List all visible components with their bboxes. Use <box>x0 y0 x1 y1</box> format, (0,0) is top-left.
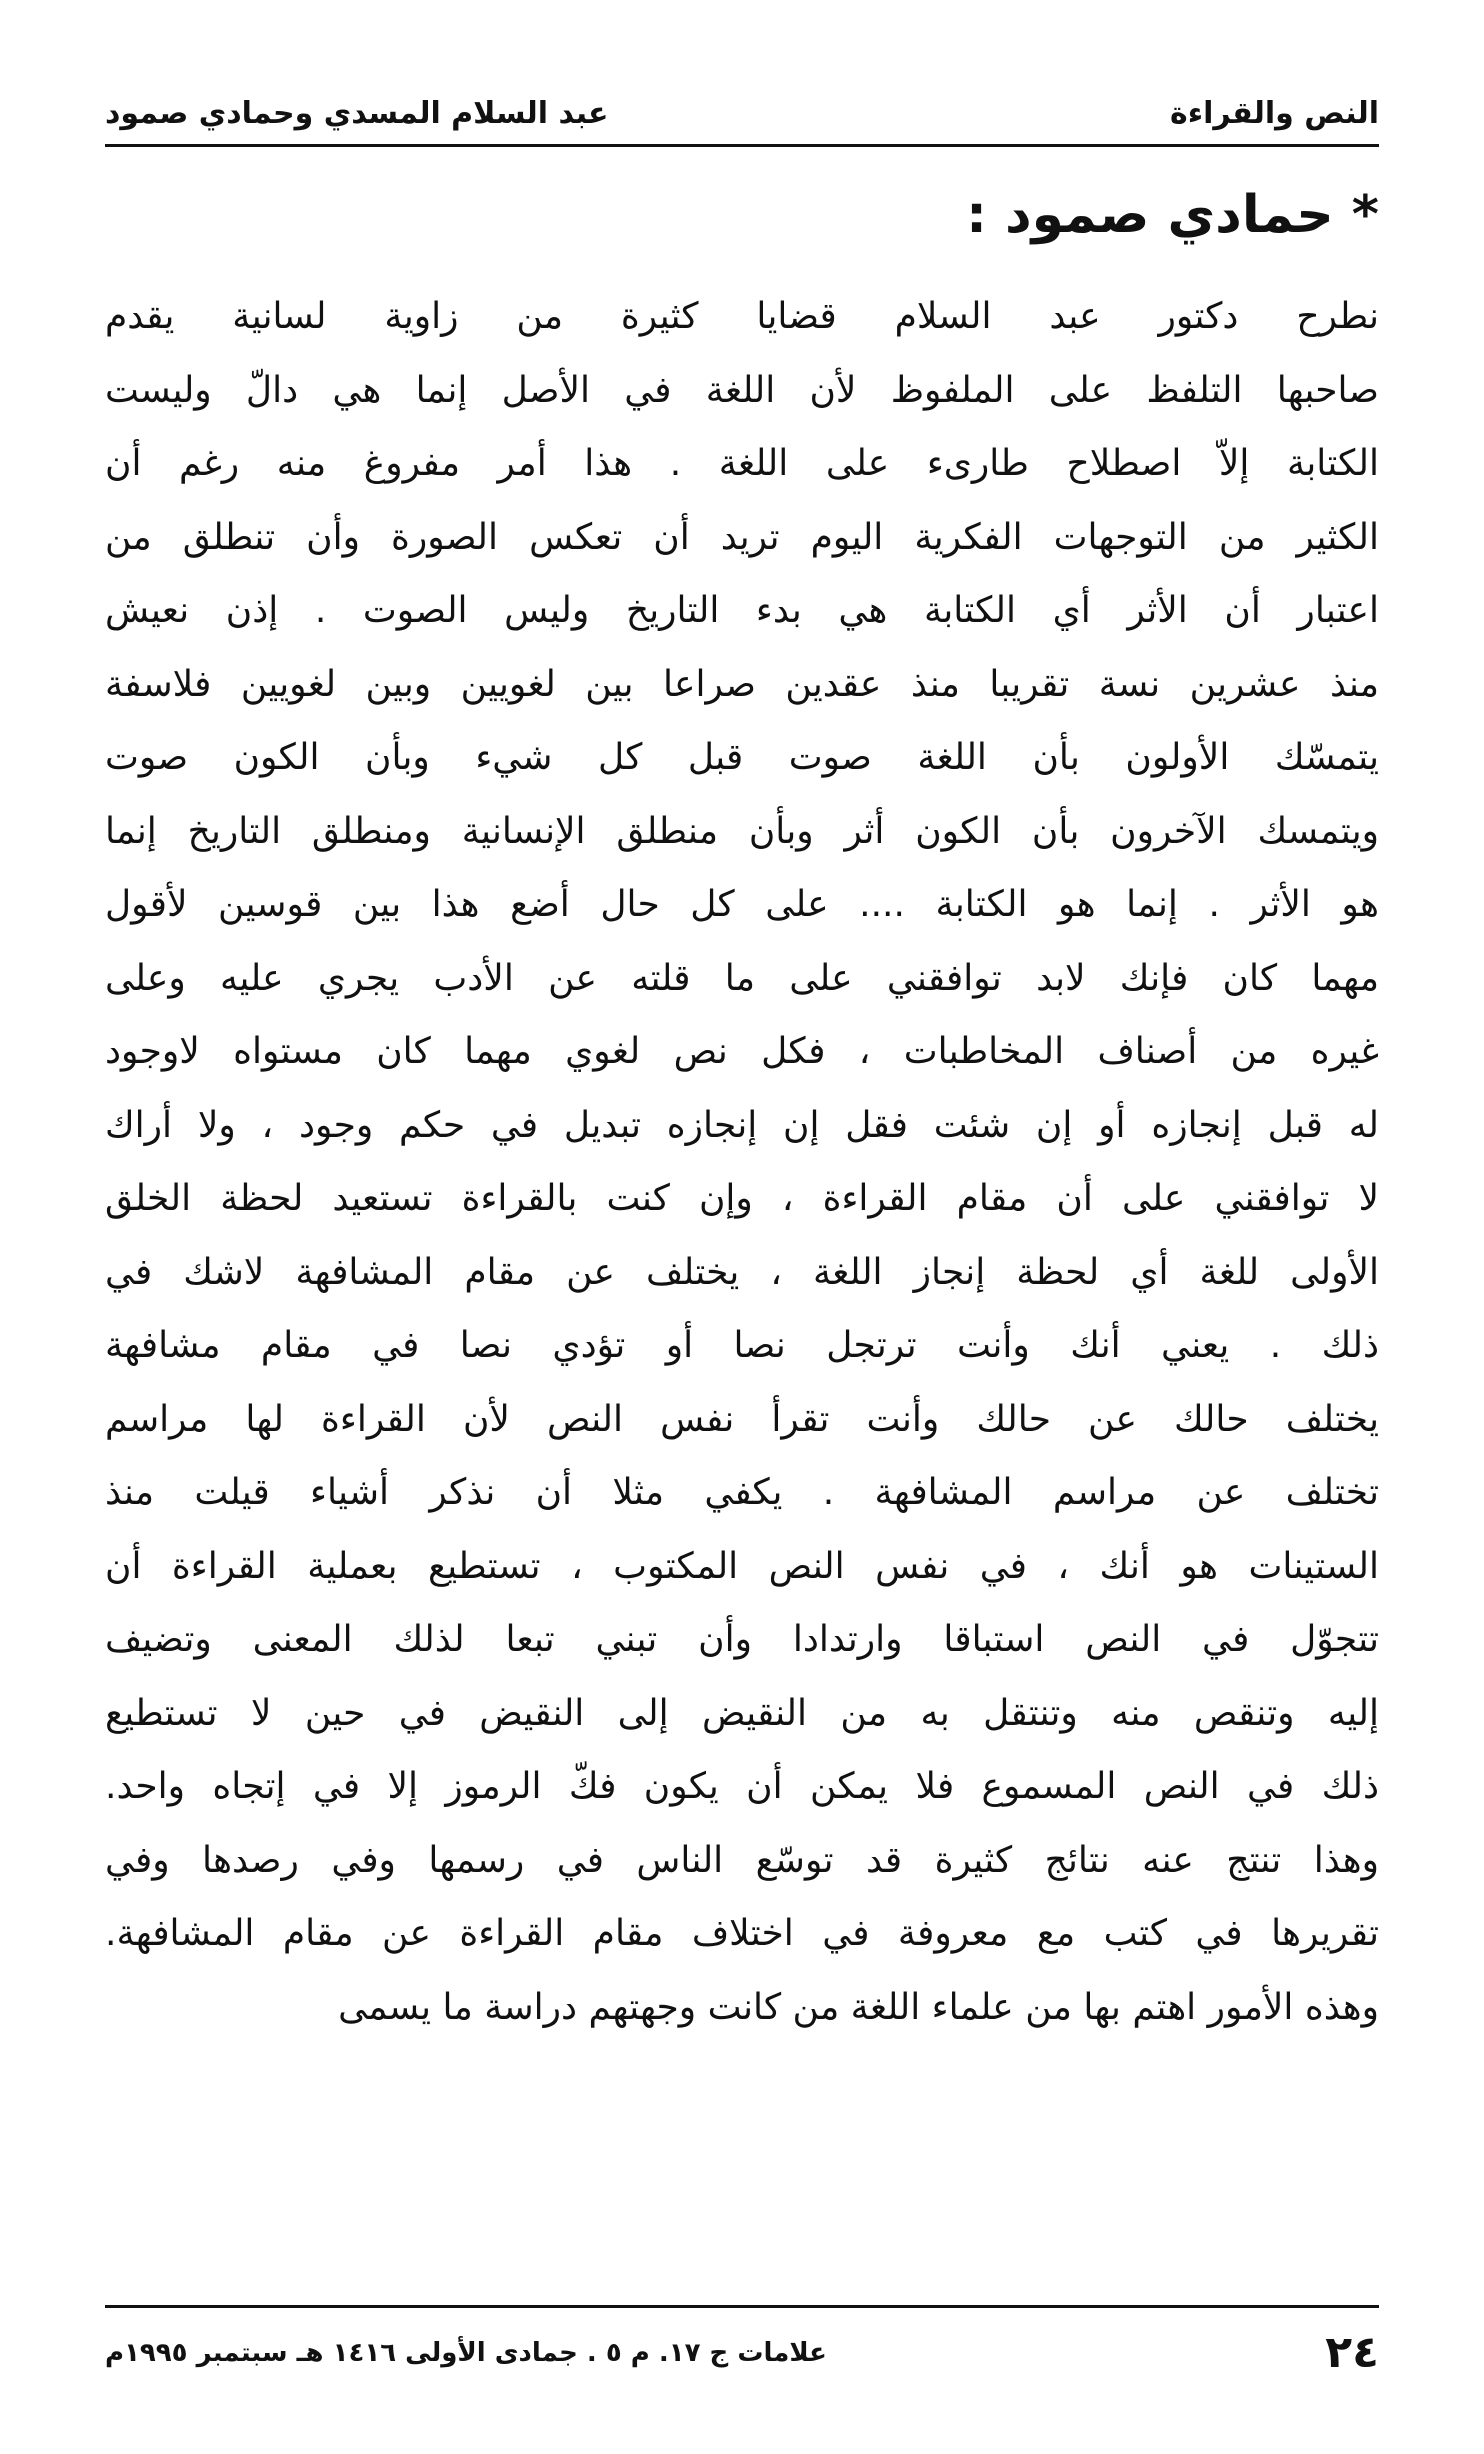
text-line: الأولى للغة أي لحظة إنجاز اللغة ، يختلف عن مقام المشافهة لاشك في <box>105 1251 1379 1293</box>
text-line: صاحبها التلفظ على الملفوظ لأن اللغة في الأصل إنما هي دالّ وليست <box>105 369 1379 411</box>
text-line: نطرح دكتور عبد السلام قضايا كثيرة من زاوية لسانية يقدم <box>105 296 1379 337</box>
header-authors: عبد السلام المسدي وحمادي صمود <box>105 96 609 131</box>
page-number: ٢٤ <box>1325 2327 1379 2378</box>
text-line: إليه وتنقص منه وتنتقل به من النقيض إلى النقيض في حين لا تستطيع <box>105 1692 1379 1734</box>
text-line: وهذه الأمور اهتم بها من علماء اللغة من كانت وجهتهم دراسة ما يسمى <box>338 1986 1379 2028</box>
text-line: لا توافقني على أن مقام القراءة ، وإن كنت بالقراءة تستعيد لحظة الخلق <box>105 1178 1379 1219</box>
body-paragraph <box>105 280 1379 2044</box>
text-line: غيره من أصناف المخاطبات ، فكل نص لغوي مهما كان مستواه لاوجود <box>105 1031 1379 1072</box>
text-line: وهذا تنتج عنه نتائج كثيرة قد توسّع الناس في رسمها وفي رصدها وفي <box>105 1839 1379 1881</box>
text-line: ذلك . يعني أنك وأنت ترتجل نصا أو تؤدي نصا في مقام مشافهة <box>105 1325 1379 1366</box>
text-line: له قبل إنجازه أو إن شئت فقل إن إنجازه تبديل في حكم وجود ، ولا أراك <box>105 1104 1379 1146</box>
text-line: ذلك في النص المسموع فلا يمكن أن يكون فكّ الرموز إلا في إتجاه واحد. <box>105 1766 1379 1807</box>
header-divider <box>105 144 1379 147</box>
text-line: الستينات هو أنك ، في نفس النص المكتوب ، تستطيع بعملية القراءة أن <box>105 1545 1379 1587</box>
text-line: اعتبار أن الأثر أي الكتابة هي بدء التاريخ وليس الصوت . إذن نعيش <box>105 590 1379 631</box>
speaker-heading: * حمادي صمود : <box>966 185 1379 245</box>
text-line: تختلف عن مراسم المشافهة . يكفي مثلا أن نذكر أشياء قيلت منذ <box>105 1472 1379 1513</box>
running-header <box>105 88 1379 134</box>
text-line: الكثير من التوجهات الفكرية اليوم تريد أن تعكس الصورة وأن تنطلق من <box>105 516 1379 558</box>
text-line: الكتابة إلاّ اصطلاح طارىء على اللغة . هذا أمر مفروغ منه رغم أن <box>105 443 1379 484</box>
text-line: منذ عشرين نسة تقريبا منذ عقدين صراعا بين لغويين وبين لغويين فلاسفة <box>105 663 1379 705</box>
header-journal-section: النص والقراءة <box>1170 96 1379 131</box>
page-footer <box>105 2325 1379 2381</box>
text-line: تتجوّل في النص استباقا وارتدادا وأن تبني تبعا لذلك المعنى وتضيف <box>105 1619 1379 1660</box>
text-line: مهما كان فإنك لابد توافقني على ما قلته عن الأدب يجري عليه وعلى <box>105 957 1379 999</box>
text-line: تقريرها في كتب مع معروفة في اختلاف مقام القراءة عن مقام المشافهة. <box>105 1913 1379 1954</box>
text-line: يتمسّك الأولون بأن اللغة صوت قبل كل شيء وبأن الكون صوت <box>105 737 1379 778</box>
footer-divider <box>105 2305 1379 2308</box>
text-line: هو الأثر . إنما هو الكتابة .... على كل حال أضع هذا بين قوسين لأقول <box>105 884 1379 925</box>
text-line: يختلف حالك عن حالك وأنت تقرأ نفس النص لأن القراءة لها مراسم <box>105 1398 1379 1440</box>
issue-info: علامات ج ١٧. م ٥ . جمادى الأولى ١٤١٦ هـ سبتمبر ١٩٩٥م <box>105 2338 827 2368</box>
text-line: ويتمسك الآخرون بأن الكون أثر وبأن منطلق الإنسانية ومنطلق التاريخ إنما <box>105 810 1379 852</box>
